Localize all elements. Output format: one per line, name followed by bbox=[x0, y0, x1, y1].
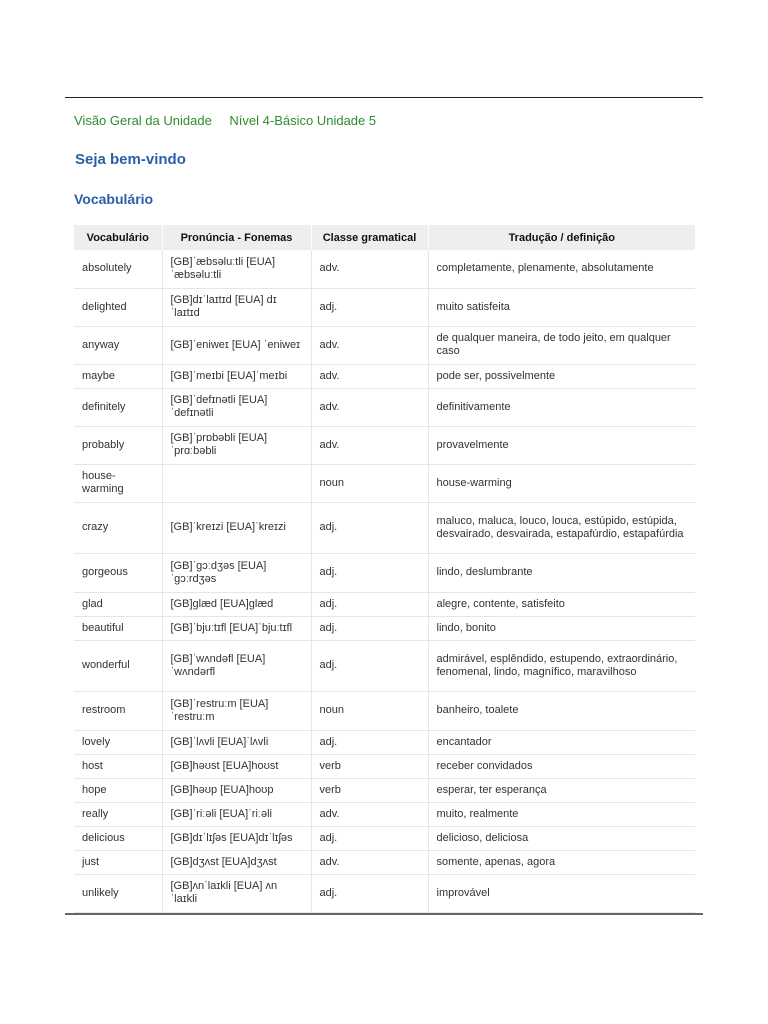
pronunciation: [GB]ʌnˈlaɪkli [EUA] ʌnˈlaɪkli bbox=[162, 874, 311, 912]
vocab-word: house-warming bbox=[74, 464, 162, 502]
pronunciation: [GB]ˈbjuːtɪfl [EUA]ˈbjuːtɪfl bbox=[162, 616, 311, 640]
table-row bbox=[74, 754, 695, 778]
table-header-row bbox=[74, 225, 695, 250]
breadcrumb-unit-overview[interactable]: Visão Geral da Unidade bbox=[74, 113, 212, 128]
pronunciation: [GB]həʊst [EUA]hoʊst bbox=[162, 754, 311, 778]
vocab-word: definitely bbox=[74, 388, 162, 426]
grammar-class: adv. bbox=[311, 364, 428, 388]
translation: de qualquer maneira, de todo jeito, em qualquer caso bbox=[428, 326, 695, 364]
pronunciation: [GB]dɪˈlɪʃəs [EUA]dɪˈlɪʃəs bbox=[162, 826, 311, 850]
translation: house-warming bbox=[428, 464, 695, 502]
grammar-class: adv. bbox=[311, 426, 428, 464]
table-row bbox=[74, 730, 695, 754]
table-row bbox=[74, 502, 695, 553]
table-row bbox=[74, 874, 695, 912]
pronunciation: [GB]ˈprɒbəbli [EUA] ˈprɑːbəbli bbox=[162, 426, 311, 464]
grammar-class: adj. bbox=[311, 616, 428, 640]
pronunciation: [GB]ˈæbsəluːtli [EUA] ˈæbsəluːtli bbox=[162, 250, 311, 288]
vocab-word: restroom bbox=[74, 691, 162, 730]
translation: admirável, esplêndido, estupendo, extraordinário, fenomenal, lindo, magnífico, maravilhoso bbox=[428, 640, 695, 691]
grammar-class: adj. bbox=[311, 730, 428, 754]
vocab-word: beautiful bbox=[74, 616, 162, 640]
pronunciation: [GB]ˈrestruːm [EUA] ˈrestruːm bbox=[162, 691, 311, 730]
table-row bbox=[74, 616, 695, 640]
grammar-class: adj. bbox=[311, 874, 428, 912]
table-row bbox=[74, 250, 695, 288]
vocab-word: unlikely bbox=[74, 874, 162, 912]
vocabulary-table-body bbox=[74, 250, 695, 912]
header-vocabulary: Vocabulário bbox=[74, 225, 162, 250]
top-divider bbox=[65, 97, 703, 98]
table-row bbox=[74, 464, 695, 502]
vocab-word: really bbox=[74, 802, 162, 826]
vocab-word: gorgeous bbox=[74, 553, 162, 592]
grammar-class: adv. bbox=[311, 802, 428, 826]
pronunciation: [GB]ˈlʌvli [EUA]ˈlʌvli bbox=[162, 730, 311, 754]
pronunciation: [GB]dɪˈlaɪtɪd [EUA] dɪˈlaɪtɪd bbox=[162, 288, 311, 326]
grammar-class: adj. bbox=[311, 826, 428, 850]
pronunciation: [GB]ˈriːəli [EUA]ˈriːəli bbox=[162, 802, 311, 826]
grammar-class: adv. bbox=[311, 850, 428, 874]
translation: completamente, plenamente, absolutamente bbox=[428, 250, 695, 288]
pronunciation: [GB]ˈdefɪnətli [EUA] ˈdefɪnətli bbox=[162, 388, 311, 426]
grammar-class: verb bbox=[311, 778, 428, 802]
vocab-word: crazy bbox=[74, 502, 162, 553]
grammar-class: adj. bbox=[311, 502, 428, 553]
vocab-word: just bbox=[74, 850, 162, 874]
table-row bbox=[74, 426, 695, 464]
vocabulary-table bbox=[74, 225, 695, 913]
table-row bbox=[74, 592, 695, 616]
pronunciation: [GB]ˈwʌndəfl [EUA] ˈwʌndərfl bbox=[162, 640, 311, 691]
pronunciation: [GB]həʊp [EUA]hoʊp bbox=[162, 778, 311, 802]
pronunciation: [GB]ˈmeɪbi [EUA]ˈmeɪbi bbox=[162, 364, 311, 388]
pronunciation: [GB]ˈkreɪzi [EUA]ˈkreɪzi bbox=[162, 502, 311, 553]
translation: somente, apenas, agora bbox=[428, 850, 695, 874]
pronunciation: [GB]ˈɡɔːdʒəs [EUA] ˈɡɔːrdʒəs bbox=[162, 553, 311, 592]
table-row bbox=[74, 288, 695, 326]
table-row bbox=[74, 691, 695, 730]
table-row bbox=[74, 778, 695, 802]
grammar-class: verb bbox=[311, 754, 428, 778]
header-pronunciation: Pronúncia - Fonemas bbox=[162, 225, 311, 250]
pronunciation: [GB]ɡlæd [EUA]ɡlæd bbox=[162, 592, 311, 616]
table-row bbox=[74, 388, 695, 426]
grammar-class: adv. bbox=[311, 388, 428, 426]
translation: provavelmente bbox=[428, 426, 695, 464]
translation: definitivamente bbox=[428, 388, 695, 426]
vocab-word: hope bbox=[74, 778, 162, 802]
table-row bbox=[74, 802, 695, 826]
translation: delicioso, deliciosa bbox=[428, 826, 695, 850]
grammar-class: adv. bbox=[311, 250, 428, 288]
translation: lindo, deslumbrante bbox=[428, 553, 695, 592]
vocab-word: glad bbox=[74, 592, 162, 616]
vocab-word: delighted bbox=[74, 288, 162, 326]
pronunciation: [GB]dʒʌst [EUA]dʒʌst bbox=[162, 850, 311, 874]
translation: encantador bbox=[428, 730, 695, 754]
vocab-word: host bbox=[74, 754, 162, 778]
translation: receber convidados bbox=[428, 754, 695, 778]
pronunciation: [GB]ˈeniweɪ [EUA] ˈeniweɪ bbox=[162, 326, 311, 364]
translation: lindo, bonito bbox=[428, 616, 695, 640]
translation: esperar, ter esperança bbox=[428, 778, 695, 802]
translation: alegre, contente, satisfeito bbox=[428, 592, 695, 616]
vocab-word: absolutely bbox=[74, 250, 162, 288]
section-title: Vocabulário bbox=[74, 191, 154, 207]
grammar-class: adv. bbox=[311, 326, 428, 364]
table-row bbox=[74, 364, 695, 388]
table-row bbox=[74, 826, 695, 850]
vocab-word: wonderful bbox=[74, 640, 162, 691]
translation: banheiro, toalete bbox=[428, 691, 695, 730]
breadcrumb bbox=[74, 113, 390, 128]
translation: muito satisfeita bbox=[428, 288, 695, 326]
grammar-class: adj. bbox=[311, 553, 428, 592]
vocab-word: probably bbox=[74, 426, 162, 464]
grammar-class: noun bbox=[311, 464, 428, 502]
breadcrumb-level[interactable]: Nível 4-Básico Unidade 5 bbox=[229, 113, 377, 128]
grammar-class: adj. bbox=[311, 640, 428, 691]
vocab-word: anyway bbox=[74, 326, 162, 364]
table-row bbox=[74, 553, 695, 592]
page-title: Seja bem-vindo bbox=[75, 151, 186, 168]
vocab-word: delicious bbox=[74, 826, 162, 850]
header-grammar-class: Classe gramatical bbox=[311, 225, 428, 250]
translation: muito, realmente bbox=[428, 802, 695, 826]
table-row bbox=[74, 326, 695, 364]
grammar-class: adj. bbox=[311, 288, 428, 326]
table-row bbox=[74, 850, 695, 874]
vocab-word: maybe bbox=[74, 364, 162, 388]
header-translation: Tradução / definição bbox=[428, 225, 695, 250]
translation: maluco, maluca, louco, louca, estúpido, estúpida, desvairado, desvairada, estapafúrdio, estapafúrdia bbox=[428, 502, 695, 553]
grammar-class: noun bbox=[311, 691, 428, 730]
vocab-word: lovely bbox=[74, 730, 162, 754]
bottom-divider bbox=[65, 913, 703, 915]
table-row bbox=[74, 640, 695, 691]
grammar-class: adj. bbox=[311, 592, 428, 616]
translation: improvável bbox=[428, 874, 695, 912]
translation: pode ser, possivelmente bbox=[428, 364, 695, 388]
pronunciation bbox=[162, 464, 311, 502]
